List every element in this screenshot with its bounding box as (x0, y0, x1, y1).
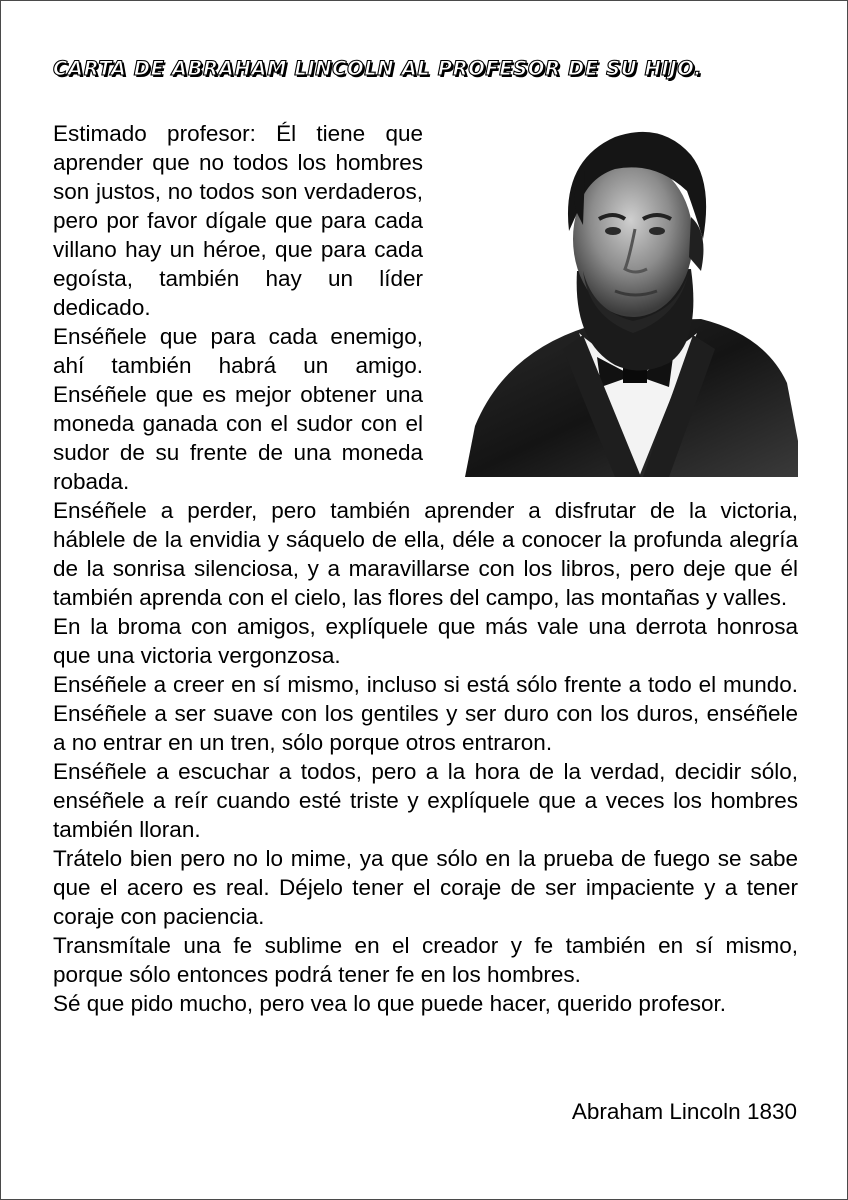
letter-paragraph: Enséñele que para cada enemigo, ahí también habrá un amigo. Enséñele que es mejor obtener una moneda ganada con el sudor con el sudor de su frente de una moneda robada. (53, 324, 423, 494)
letter-paragraph: Transmítale una fe sublime en el creador y fe también en sí mismo, porque sólo entonces podrá tener fe en los hombres. (53, 933, 798, 987)
signature: Abraham Lincoln 1830 (571, 1099, 797, 1124)
letter-paragraph: Trátelo bien pero no lo mime, ya que sólo en la prueba de fuego se sabe que el acero es real. Déjelo tener el coraje de ser impaciente y a tener coraje con paciencia. (53, 846, 798, 929)
letter-paragraph: Sé que pido mucho, pero vea lo que puede hacer, querido profesor. (53, 991, 726, 1016)
lincoln-portrait-icon (465, 121, 798, 477)
page-title: CARTA DE ABRAHAM LINCOLN AL PROFESOR DE SU HIJO. (53, 57, 703, 80)
letter-paragraph: Enséñele a creer en sí mismo, incluso si está sólo frente a todo el mundo. Enséñele a ser suave con los gentiles y ser duro con los duros, enséñele a no entrar en un tren, sólo porque otros entraron. (53, 672, 798, 755)
letter-paragraph: Estimado profesor: Él tiene que aprender que no todos los hombres son justos, no todos son verdaderos, pero por favor dígale que para cada villano hay un héroe, que para cada egoísta, también hay un líder dedicado. (53, 121, 423, 320)
letter-paragraph: Enséñele a perder, pero también aprender a disfrutar de la victoria, háblele de la envidia y sáquelo de ella, déle a conocer la profunda alegría de la sonrisa silenciosa, y a maravillarse con los libros, pero deje que él también aprenda con el cielo, las flores del campo, las montañas y valles. (53, 498, 798, 610)
letter-paragraph: Enséñele a escuchar a todos, pero a la hora de la verdad, decidir sólo, enséñele a reír cuando esté triste y explíquele que a veces los hombres también lloran. (53, 759, 798, 842)
letter-body (53, 119, 798, 1018)
letter-paragraph: En la broma con amigos, explíquele que más vale una derrota honrosa que una victoria vergonzosa. (53, 614, 798, 668)
